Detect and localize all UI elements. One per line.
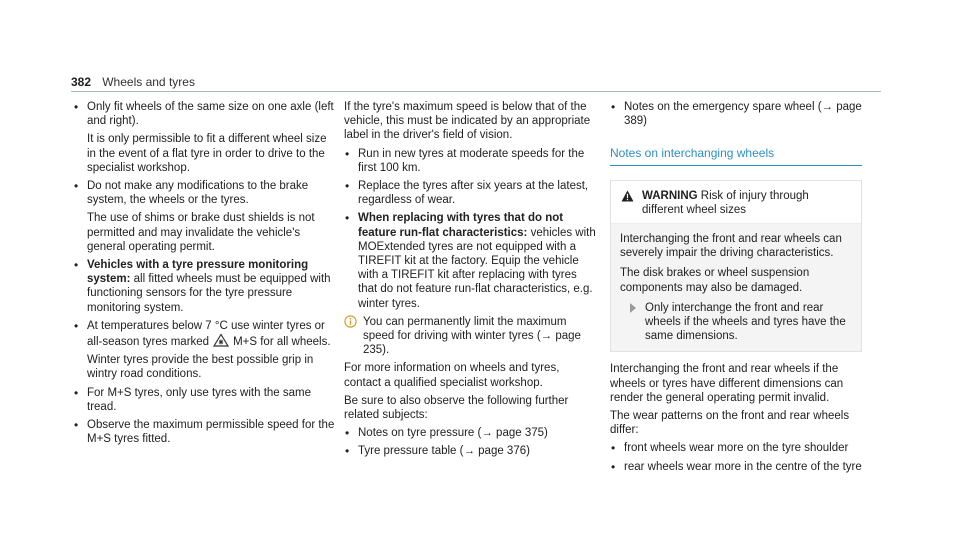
list-item: • Run in new tyres at moderate speeds for the first 100 km. — [344, 147, 596, 175]
rules-list — [73, 100, 338, 446]
column-right — [610, 100, 862, 478]
list-item: • For M+S tyres, only use tyres with the same tread. — [73, 386, 338, 414]
wear-list — [610, 441, 862, 473]
list-item: • front wheels wear more on the tyre shoulder — [610, 441, 862, 455]
sub-paragraph: The use of shims or brake dust shields is not permitted and may invalidate the vehicle's general operating permit. — [87, 212, 315, 253]
info-note-icon — [344, 315, 357, 328]
sub-paragraph: Winter tyres provide the best possible grip in wintry road conditions. — [87, 354, 314, 381]
list-item: • Replace the tyres after six years at the latest, regardless of wear. — [344, 179, 596, 207]
list-item: • rear wheels wear more in the centre of the tyre — [610, 460, 862, 474]
page-number: 382 — [71, 75, 92, 89]
bold-lead: When replacing with tyres that do not feature run-flat characteristics: — [358, 212, 564, 239]
warning-label: WARNING — [642, 189, 698, 202]
tyre-list — [344, 147, 596, 311]
list-item: • When replacing with tyres that do not feature run-flat characteristics: vehicles with MOExtended tyres are not equipped with a TIREFIT kit at the factory. Equip the vehicle with a TIREFIT kit after replacing with tyres that do not feature run-flat characteristics, e.g. winter tyres. — [344, 211, 596, 310]
page-title: Wheels and tyres — [102, 75, 195, 89]
observe-text: Be sure to also observe the following further related subjects: — [344, 394, 569, 422]
spare-list — [610, 100, 862, 128]
warning-body — [611, 223, 861, 351]
list-item: • Observe the maximum permissible speed for the M+S tyres fitted. — [73, 418, 338, 446]
note-block — [344, 315, 596, 358]
related-link-tyre-pressure[interactable]: • Notes on tyre pressure (→ page 375) — [344, 426, 596, 440]
warning-action: Only interchange the front and rear wheels if the wheels and tyres have the same dimensions. — [620, 301, 852, 344]
warning-header — [611, 181, 861, 223]
section-title: Notes on interchanging wheels — [610, 146, 862, 165]
warning-triangle-icon — [621, 190, 634, 202]
mountain-snowflake-icon — [213, 333, 229, 347]
intro-paragraph: If the tyre's maximum speed is below that of the vehicle, this must be indicated by an appropriate label in the driver's field of vision. — [344, 101, 591, 142]
more-info: For more information on wheels and tyres, contact a qualified specialist workshop. — [344, 362, 560, 389]
list-item: • At temperatures below 7 °C use winter tyres or all-season tyres marked M+S for all wheels. Winter tyres provide the best possible grip in wintry road conditions. — [73, 319, 338, 382]
warning-paragraph: The disk brakes or wheel suspension components may also be damaged. — [620, 267, 810, 294]
list-item: • Vehicles with a tyre pressure monitoring system: all fitted wheels must be equipped with functioning sensors for the tyre pressure monitoring system. — [73, 258, 338, 315]
warning-paragraph: Interchanging the front and rear wheels can severely impair the driving characteristics. — [620, 233, 842, 260]
list-item: • Only fit wheels of the same size on one axle (left and right). It is only permissible to fit a different wheel size in the event of a flat tyre in order to drive to the specialist workshop. — [73, 100, 338, 175]
warning-box — [610, 180, 862, 353]
page-header — [71, 75, 881, 91]
note-text: You can permanently limit the maximum speed for driving with winter tyres (→ page 235). — [363, 315, 581, 357]
triangle-right-icon — [630, 303, 636, 313]
related-link-pressure-table[interactable]: • Tyre pressure table (→ page 376) — [344, 444, 596, 458]
warning-text: Risk of injury through different wheel sizes — [642, 189, 809, 216]
wear-intro: The wear patterns on the front and rear wheels differ: — [610, 410, 850, 437]
sub-paragraph: It is only permissible to fit a different wheel size in the event of a flat tyre in order to drive to the specialist workshop. — [87, 133, 327, 174]
list-item: • Do not make any modifications to the brake system, the wheels or the tyres. The use of shims or brake dust shields is not permitted and may invalidate the vehicle's general operating permit. — [73, 179, 338, 254]
column-middle — [344, 100, 596, 463]
related-link-spare-wheel[interactable]: • Notes on the emergency spare wheel (→ page 389) — [610, 100, 862, 128]
bold-lead: Vehicles with a tyre pressure monitoring system: — [87, 259, 309, 286]
header-divider — [71, 91, 881, 92]
related-list — [344, 426, 596, 458]
interchange-paragraph: Interchanging the front and rear wheels if the wheels or tyres have different dimensions can render the general operating permit invalid. — [610, 363, 844, 404]
column-left — [73, 100, 338, 450]
